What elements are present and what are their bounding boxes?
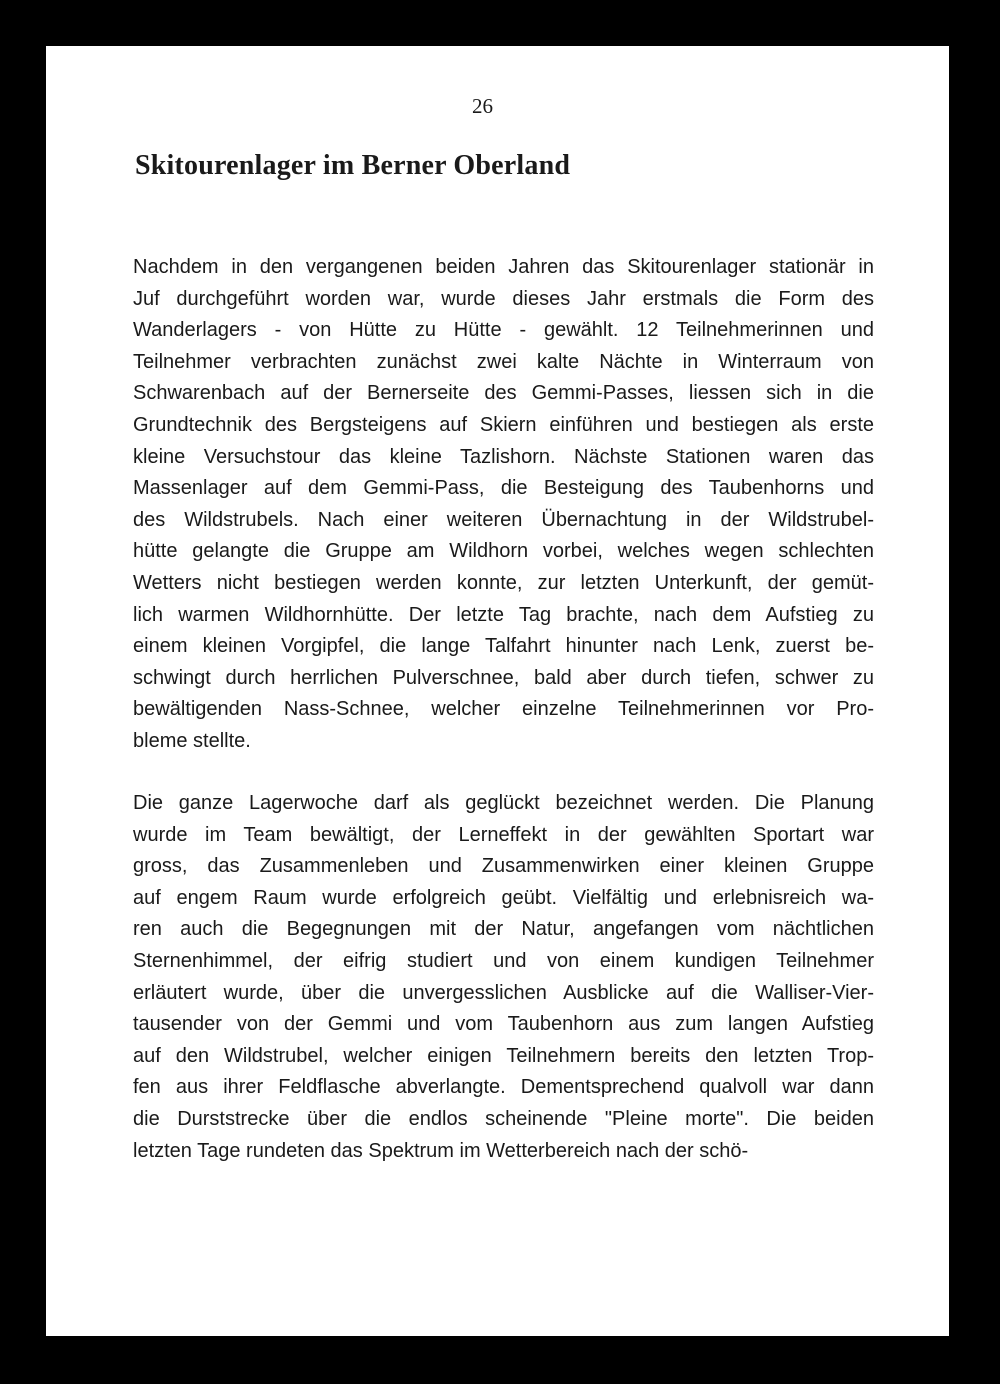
text-line: auf engem Raum wurde erfolgreich geübt. Vielfältig und erlebnisreich wa- <box>133 886 874 909</box>
text-line: Sternenhimmel, der eifrig studiert und von einem kundigen Teilnehmer <box>133 949 874 972</box>
text-line: Nachdem in den vergangenen beiden Jahren das Skitourenlager stationär in <box>133 256 874 278</box>
text-line: des Wildstrubels. Nach einer weiteren Übernachtung in der Wildstrubel- <box>133 508 874 531</box>
text-line: bewältigenden Nass-Schnee, welcher einzelne Teilnehmerinnen vor Pro- <box>133 698 874 721</box>
text-line: bleme stellte. <box>133 729 251 752</box>
text-line: hütte gelangte die Gruppe am Wildhorn vorbei, welches wegen schlechten <box>133 540 874 563</box>
text-line: wurde im Team bewältigt, der Lerneffekt in der gewählten Sportart war <box>133 823 874 846</box>
text-line: Schwarenbach auf der Bernerseite des Gemmi-Passes, liessen sich in die <box>133 382 874 405</box>
text-line: die Durststrecke über die endlos scheinende "Pleine morte". Die beiden <box>133 1107 874 1130</box>
text-line: tausender von der Gemmi und vom Taubenhorn aus zum langen Aufstieg <box>133 1013 874 1036</box>
document-page <box>46 46 949 1336</box>
text-line: ren auch die Begegnungen mit der Natur, angefangen vom nächtlichen <box>133 918 874 941</box>
page-number: 26 <box>472 94 493 118</box>
text-line: einem kleinen Vorgipfel, die lange Talfahrt hinunter nach Lenk, zuerst be- <box>133 635 874 658</box>
paragraph-2 <box>133 788 874 1167</box>
text-line: Juf durchgeführt worden war, wurde dieses Jahr erstmals die Form des <box>133 287 874 310</box>
paragraph-1 <box>133 252 874 758</box>
text-line: Teilnehmer verbrachten zunächst zwei kalte Nächte in Winterraum von <box>133 350 874 373</box>
text-line: Wetters nicht bestiegen werden konnte, zur letzten Unterkunft, der gemüt- <box>133 571 874 594</box>
text-line: schwingt durch herrlichen Pulverschnee, bald aber durch tiefen, schwer zu <box>133 666 874 689</box>
text-line: erläutert wurde, über die unvergesslichen Ausblicke auf die Walliser-Vier- <box>133 981 874 1004</box>
text-line: fen aus ihrer Feldflasche abverlangte. Dementsprechend qualvoll war dann <box>133 1076 874 1099</box>
text-line: Massenlager auf dem Gemmi-Pass, die Besteigung des Taubenhorns und <box>133 477 874 500</box>
text-line: Grundtechnik des Bergsteigens auf Skiern einführen und bestiegen als erste <box>133 413 874 436</box>
article-title: Skitourenlager im Berner Oberland <box>135 150 571 181</box>
text-line: Wanderlagers - von Hütte zu Hütte - gewählt. 12 Teilnehmerinnen und <box>133 319 874 342</box>
text-line: auf den Wildstrubel, welcher einigen Teilnehmern bereits den letzten Trop- <box>133 1044 874 1067</box>
text-line: Die ganze Lagerwoche darf als geglückt bezeichnet werden. Die Planung <box>133 792 874 814</box>
text-line: kleine Versuchstour das kleine Tazlishorn. Nächste Stationen waren das <box>133 445 874 468</box>
text-line: gross, das Zusammenleben und Zusammenwirken einer kleinen Gruppe <box>133 855 874 878</box>
text-line: letzten Tage rundeten das Spektrum im Wetterbereich nach der schö- <box>133 1139 749 1162</box>
text-line: lich warmen Wildhornhütte. Der letzte Tag brachte, nach dem Aufstieg zu <box>133 603 874 626</box>
